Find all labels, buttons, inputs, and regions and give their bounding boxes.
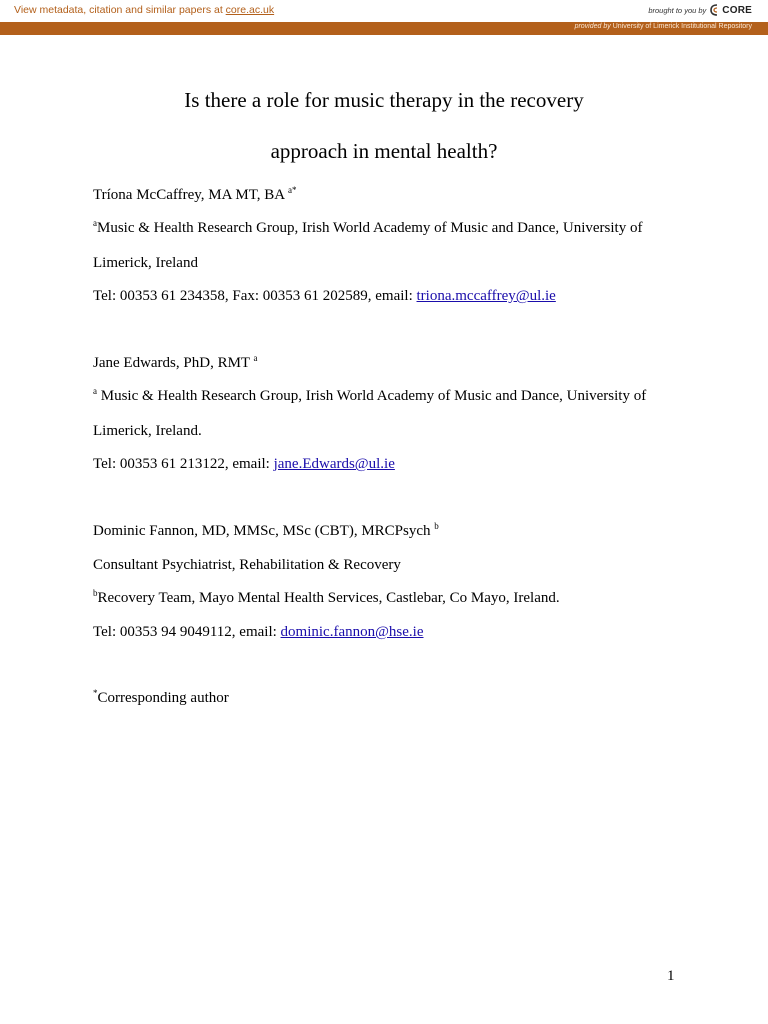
author-1-name <box>93 187 297 204</box>
corresponding-author-note <box>93 690 229 707</box>
core-logo-icon <box>709 3 719 17</box>
core-brand: CORE <box>722 4 752 16</box>
page-number: 1 <box>667 968 675 984</box>
author-3-role: Consultant Psychiatrist, Rehabilitation & Recovery <box>93 557 401 573</box>
provided-by-text[interactable] <box>575 23 752 30</box>
core-link[interactable]: core.ac.uk <box>225 4 275 16</box>
author-2-affiliation <box>93 388 646 405</box>
author-1-name-text: Tríona McCaffrey, MA MT, BA <box>93 187 285 203</box>
core-banner <box>0 0 768 23</box>
author-3-name-text: Dominic Fannon, MD, MMSc, MSc (CBT), MRCPsych <box>93 523 431 539</box>
paper-title-line-1: Is there a role for music therapy in the recovery <box>184 88 584 112</box>
author-1-affiliation-cont: Limerick, Ireland <box>93 255 198 271</box>
author-2-affiliation-cont: Limerick, Ireland. <box>93 423 202 439</box>
author-1-contact <box>93 288 556 305</box>
footnote-sup: * <box>93 688 98 698</box>
brought-to-you-text: brought to you by <box>648 5 707 15</box>
author-3-affil-sup: b <box>93 588 98 598</box>
author-3-email-link[interactable]: dominic.fannon@hse.ie <box>280 624 424 640</box>
provided-by-bar <box>0 22 768 35</box>
author-2-contact <box>93 456 395 473</box>
author-3-contact <box>93 624 424 641</box>
paper-title-line-2: approach in mental health? <box>270 139 498 163</box>
provided-source: University of Limerick Institutional Repository <box>612 23 752 30</box>
provided-prefix: provided by <box>574 23 611 30</box>
core-view-metadata <box>14 4 274 16</box>
author-2-name-sup: a <box>253 353 258 363</box>
footnote-text: Corresponding author <box>97 690 229 706</box>
core-brand-area[interactable] <box>648 3 752 17</box>
author-1-affiliation <box>93 220 642 237</box>
author-1-name-sup: a* <box>288 185 297 195</box>
author-1-affil-text: Music & Health Research Group, Irish World Academy of Music and Dance, University of <box>97 220 643 236</box>
author-3-name-sup: b <box>434 521 439 531</box>
author-2-contact-text: Tel: 00353 61 213122, email: <box>93 456 270 472</box>
author-2-affil-sup: a <box>93 386 97 396</box>
author-1-email-link[interactable]: triona.mccaffrey@ul.ie <box>416 288 556 304</box>
author-2-name-text: Jane Edwards, PhD, RMT <box>93 355 250 371</box>
author-3-affiliation <box>93 590 560 607</box>
author-3-contact-text: Tel: 00353 94 9049112, email: <box>93 624 277 640</box>
author-2-email-link[interactable]: jane.Edwards@ul.ie <box>273 456 395 472</box>
author-1-affil-sup: a <box>93 218 97 228</box>
author-3-affil-text: Recovery Team, Mayo Mental Health Services, Castlebar, Co Mayo, Ireland. <box>97 590 560 606</box>
author-2-name <box>93 355 258 372</box>
author-2-affil-text: Music & Health Research Group, Irish World Academy of Music and Dance, University of <box>100 388 647 404</box>
core-view-text: View metadata, citation and similar papers at <box>14 4 223 16</box>
author-1-contact-text: Tel: 00353 61 234358, Fax: 00353 61 202589, email: <box>93 288 413 304</box>
author-3-name <box>93 523 439 540</box>
